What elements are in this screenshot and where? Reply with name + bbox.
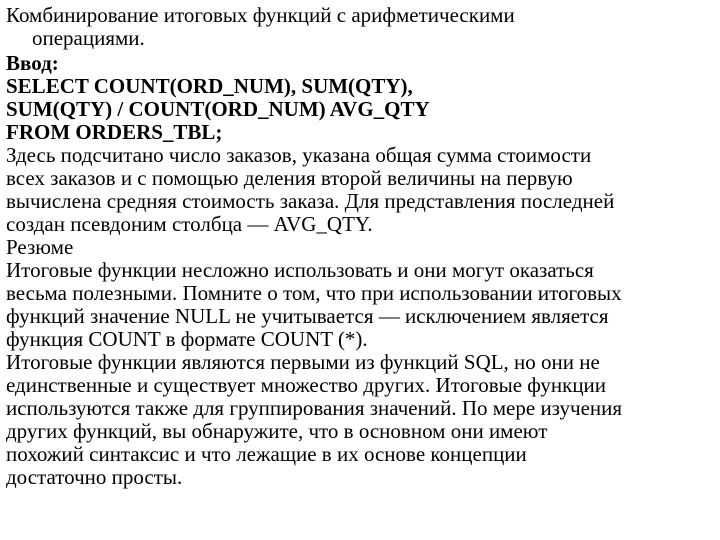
text-line: используются также для группирования значений. По мере изучения xyxy=(6,396,623,420)
summary-paragraph-1 xyxy=(6,259,714,351)
text-line: достаточно просты. xyxy=(6,465,183,489)
text-line: весьма полезными. Помните о том, что при использовании итоговых xyxy=(6,281,622,305)
text-line: Итоговые функции являются первыми из функций SQL, но они не xyxy=(6,350,600,374)
title-line-2: операциями. xyxy=(32,26,145,50)
text-line: похожий синтаксис и что лежащие в их основе концепции xyxy=(6,442,527,466)
title-line-1: Комбинирование итоговых функций с арифметическими xyxy=(6,3,515,27)
text-line: функция COUNT в формате COUNT (*). xyxy=(6,327,368,351)
text-line: Здесь подсчитано число заказов, указана общая сумма стоимости xyxy=(6,143,592,167)
input-label: Ввод: xyxy=(6,51,59,75)
code-line: SUM(QTY) / COUNT(ORD_NUM) AVG_QTY xyxy=(6,97,430,121)
slide-title xyxy=(6,4,714,50)
text-line: функций значение NULL не учитывается — исключением является xyxy=(6,304,609,328)
text-line: создан псевдоним столбца — AVG_QTY. xyxy=(6,212,373,236)
text-line: вычислена средняя стоимость заказа. Для представления последней xyxy=(6,189,615,213)
code-line: FROM ORDERS_TBL; xyxy=(6,120,223,144)
summary-paragraph-2 xyxy=(6,351,714,489)
text-line: других функций, вы обнаружите, что в основном они имеют xyxy=(6,419,548,443)
text-line: всех заказов и с помощью деления второй величины на первую xyxy=(6,166,573,190)
sql-code-block xyxy=(6,52,714,144)
text-line: единственные и существует множество других. Итоговые функции xyxy=(6,373,607,397)
code-line: SELECT COUNT(ORD_NUM), SUM(QTY), xyxy=(6,74,413,98)
explanation-paragraph xyxy=(6,144,714,236)
text-line: Итоговые функции несложно использовать и они могут оказаться xyxy=(6,258,594,282)
summary-heading: Резюме xyxy=(6,235,74,259)
